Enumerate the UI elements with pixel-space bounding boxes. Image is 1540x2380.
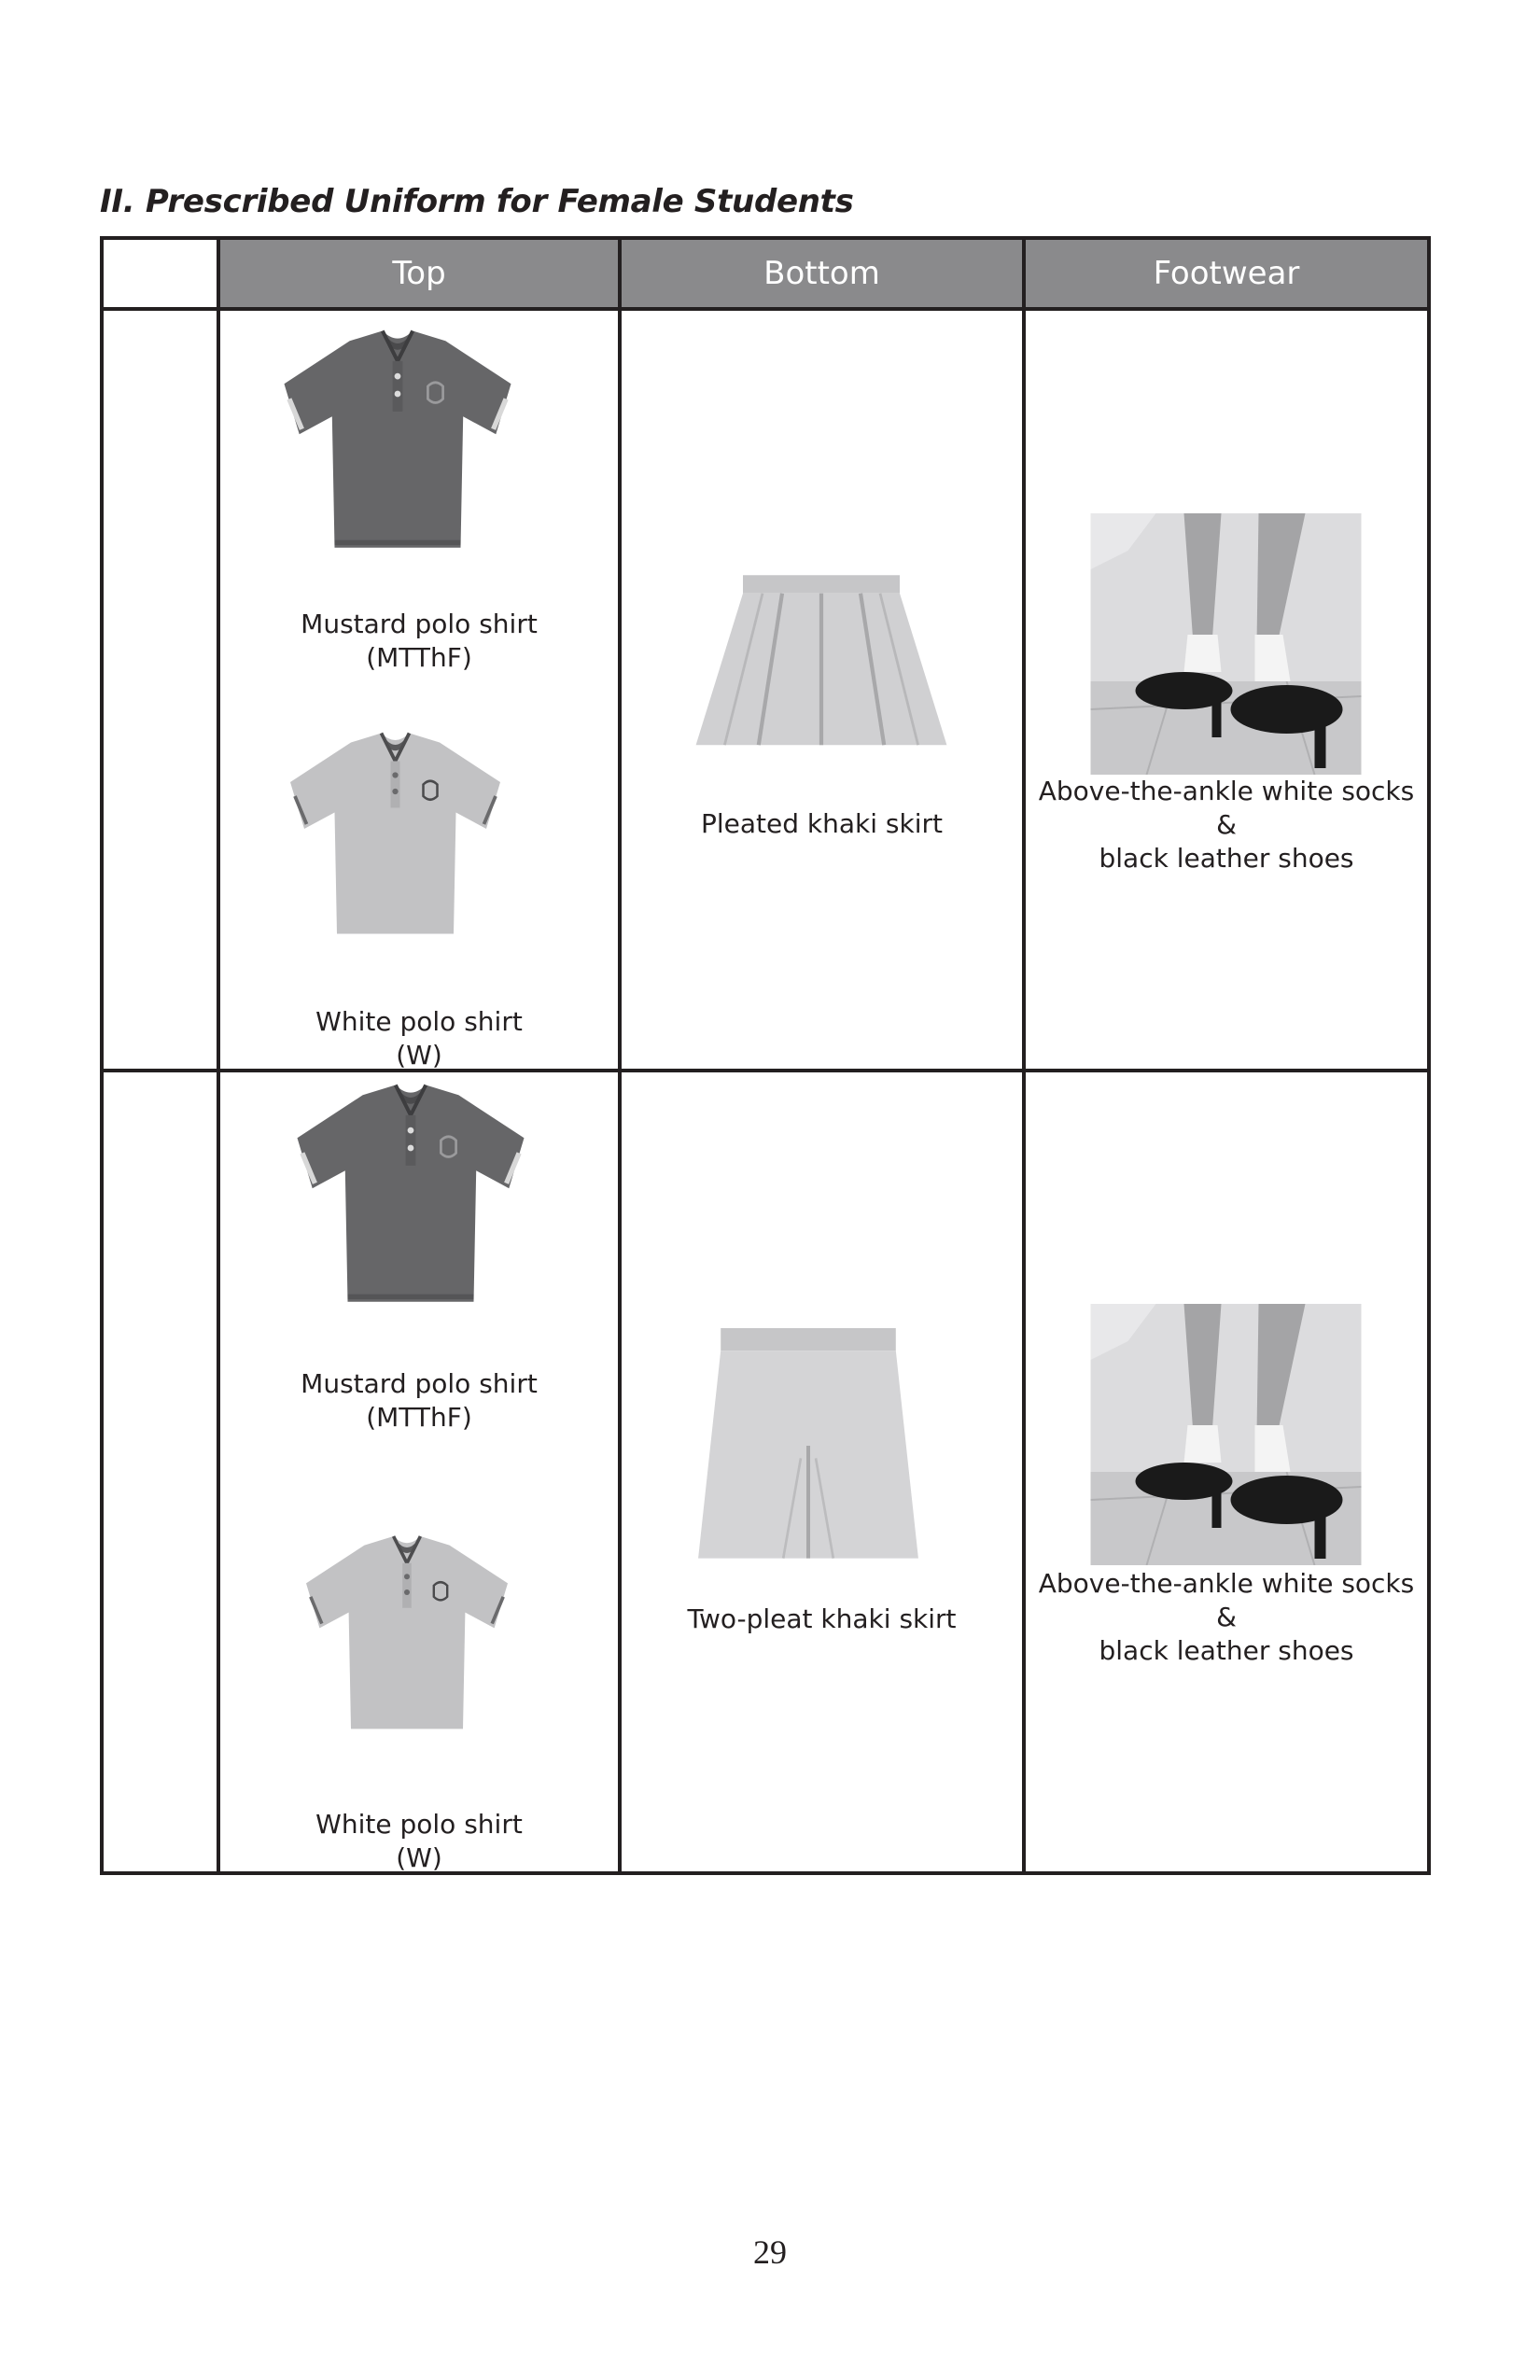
row-1-top-cell [220, 311, 622, 1072]
row-2-white-caption [220, 1808, 618, 1875]
row-2-mustard-caption [220, 1367, 618, 1435]
header-top: Top [220, 240, 622, 311]
row-2-footwear-caption [1026, 1567, 1427, 1668]
uniform-table [100, 236, 1431, 1875]
caption-name: Mustard polo shirt [301, 609, 538, 639]
header-empty-cell [104, 240, 220, 311]
row-1-bottom-caption: Pleated khaki skirt [700, 808, 943, 839]
caption-days: (W) [396, 1040, 442, 1071]
caption-name: White polo shirt [315, 1006, 523, 1037]
row-2-footwear-cell [1026, 1072, 1427, 1871]
caption-days: (W) [396, 1842, 442, 1873]
shoes-socks-image [1090, 1304, 1362, 1565]
header-bottom: Bottom [622, 240, 1026, 311]
mustard-polo-shirt-image [276, 1072, 545, 1324]
caption-line-3: black leather shoes [1099, 1635, 1354, 1666]
row-1-label-cell [104, 311, 220, 1072]
white-polo-shirt-image [278, 1525, 536, 1749]
caption-line-1: Above-the-ankle white socks [1038, 776, 1415, 806]
caption-days: (MTThF) [366, 1402, 472, 1433]
mustard-polo-shirt-image [258, 318, 538, 570]
row-1-footwear-cell [1026, 311, 1427, 1072]
row-1-bottom-cell [622, 311, 1026, 1072]
row-1-white-caption [220, 1005, 618, 1072]
row-2-bottom-caption: Two-pleat khaki skirt [687, 1603, 957, 1634]
caption-line-1: Above-the-ankle white socks [1038, 1568, 1415, 1599]
white-polo-shirt-image [267, 721, 524, 955]
caption-line-3: black leather shoes [1099, 843, 1354, 874]
page-number: 29 [753, 2233, 787, 2271]
row-2-top-cell [220, 1072, 622, 1871]
row-2-label-cell [104, 1072, 220, 1871]
caption-name: White polo shirt [315, 1809, 523, 1840]
caption-days: (MTThF) [366, 642, 472, 673]
caption-line-2: & [1216, 809, 1237, 840]
shoes-socks-image [1090, 513, 1362, 775]
caption-name: Mustard polo shirt [301, 1368, 538, 1399]
section-title: II. Prescribed Uniform for Female Students [100, 183, 854, 220]
two-pleat-skirt-image [683, 1313, 933, 1578]
row-1-footwear-caption [1026, 775, 1427, 875]
header-footwear: Footwear [1026, 240, 1427, 311]
caption-line-2: & [1216, 1602, 1237, 1632]
row-1-mustard-caption [220, 608, 618, 675]
row-2-bottom-cell [622, 1072, 1026, 1871]
pleated-skirt-image [683, 565, 959, 761]
